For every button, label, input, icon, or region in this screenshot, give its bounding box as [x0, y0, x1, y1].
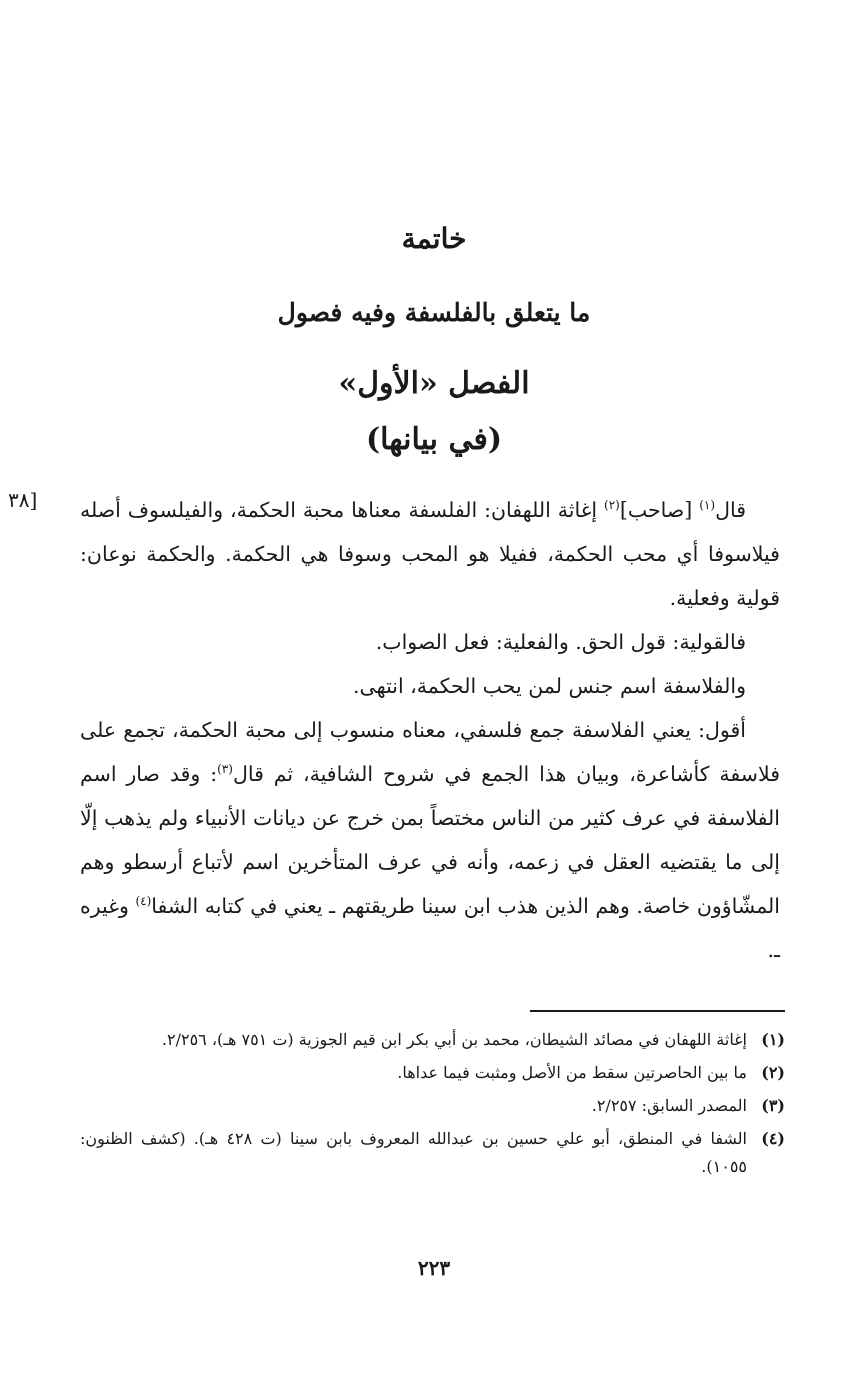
footnote-1 — [80, 1026, 785, 1054]
footnote-2 — [80, 1059, 785, 1087]
footnote-4 — [80, 1125, 785, 1181]
chapter-title: خاتمة — [401, 222, 467, 255]
footnote-text: ما بين الحاصرتين سقط من الأصل ومثبت فيما عداها. — [397, 1063, 747, 1082]
body-text — [80, 488, 780, 972]
footnote-ref-2[interactable]: (٢) — [604, 498, 620, 513]
section-title: الفصل «الأول» — [338, 366, 530, 401]
footnote-ref-1[interactable]: (١) — [699, 498, 716, 513]
footnote-number: (٤) — [761, 1129, 785, 1148]
paragraph-2: فالقولية: قول الحق. والفعلية: فعل الصواب. — [375, 630, 746, 654]
footnote-number: (١) — [761, 1030, 785, 1049]
footnote-ref-4[interactable]: (٤) — [135, 894, 152, 909]
paragraph-1-part-b: [صاحب] — [619, 498, 700, 522]
footnotes — [80, 1026, 785, 1186]
footnote-ref-3[interactable]: (٣) — [217, 762, 233, 777]
footnote-divider — [530, 1010, 785, 1012]
section-subtitle: (في بيانها) — [365, 422, 503, 457]
footnote-text: المصدر السابق: ٢/٢٥٧. — [591, 1096, 747, 1115]
paragraph-1-part-c: إغاثة اللهفان: الفلسفة معناها محبة الحكمة، والفيلسوف أصله فيلاسوفا أي محب الحكمة، ففيلا هو المحب وسوفا هي الحكمة. والحكمة نوعان: قولية وفعلية. — [80, 498, 780, 610]
paragraph-3: والفلاسفة اسم جنس لمن يحب الحكمة، انتهى. — [353, 674, 746, 698]
paragraph-1 — [80, 488, 780, 620]
footnote-3 — [80, 1092, 785, 1120]
paragraph-4 — [80, 708, 780, 972]
paragraph-1-part-a: قال — [715, 498, 747, 522]
footnote-number: (٢) — [761, 1063, 785, 1082]
manuscript-folio-marker: ٣٨] — [8, 488, 38, 512]
footnote-text: إغاثة اللهفان في مصائد الشيطان، محمد بن أبي بكر ابن قيم الجوزية (ت ٧٥١ هـ)، ٢/٢٥٦. — [161, 1030, 747, 1049]
paragraph-4-part-b: : وقد صار اسم الفلاسفة في عرف كثير من الناس مختصاً بمن خرج عن ديانات الأنبياء ولم يذهب إلّا إلى ما يقتضيه العقل في زعمه، وأنه في عرف المتأخرين اسم لأتباع أرسطو وهم المشّاؤون خاصة. وهم الذين هذب ابن سينا طريقتهم ـ يعني في كتابه الشفا — [80, 762, 780, 918]
footnote-text: الشفا في المنطق، أبو علي حسين بن عبدالله المعروف بابن سينا (ت ٤٢٨ هـ). (كشف الظنون: ١٠٥٥). — [80, 1129, 748, 1176]
paragraph-4-part-c: وغيره ـ. — [80, 894, 780, 962]
paragraph-4-part-a: أقول: يعني الفلاسفة جمع فلسفي، معناه منسوب إلى محبة الحكمة، تجمع على فلاسفة كأشاعرة، وبيان هذا الجمع في شروح الشافية، ثم قال — [80, 718, 780, 786]
chapter-subtitle: ما يتعلق بالفلسفة وفيه فصول — [277, 298, 591, 327]
footnote-number: (٣) — [761, 1096, 785, 1115]
page-number: ٢٢٣ — [417, 1256, 451, 1280]
